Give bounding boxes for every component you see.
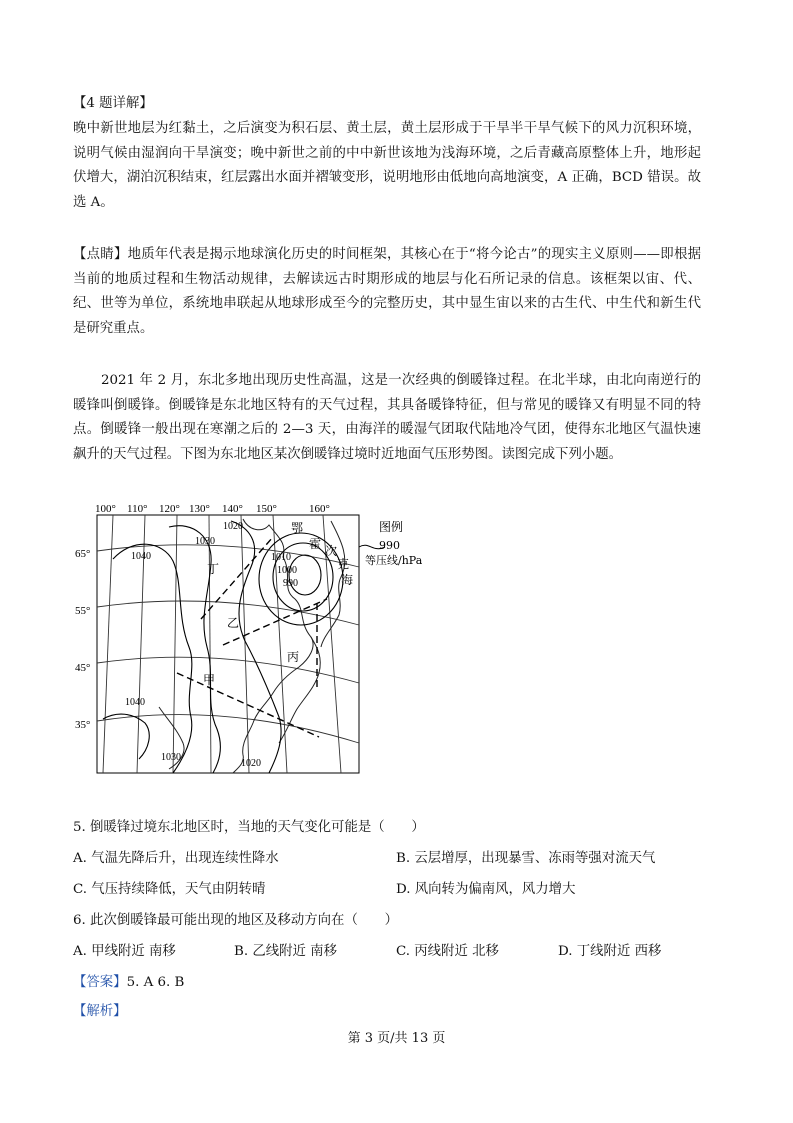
q5-option-b[interactable]: B. 云层增厚，出现暴雪、冻雨等强对流天气: [396, 851, 656, 866]
meridian: [173, 515, 177, 773]
sea-label-char: 克: [337, 557, 350, 571]
passage-text: 2021 年 2 月，东北多地出现历史性高温，这是一次经典的倒暖锋过程。在北半球，由北向南逆行的暖锋叫倒暖锋。倒暖锋是东北地区特有的天气过程，其具备暖锋特征，但与常见的暖锋又有明显不同的特点。倒暖锋一般出现在寒潮之后的 2—3 天，由海洋的暖湿气团取代陆地冷气团，使得东北地区气温快速飙升的天气过程。下图为东北地区某次倒暖锋过境时近地面气压形势图。读图完成下列小题。: [73, 373, 701, 462]
q6-option-c[interactable]: C. 丙线附近 北移: [396, 944, 499, 959]
isobar-label: 1020: [241, 758, 261, 769]
meridian: [103, 515, 113, 773]
lon-label: 100°: [95, 503, 116, 515]
section-heading: [73, 92, 701, 117]
q5-options-row2: [73, 878, 701, 902]
analysis-label: 【解析】: [73, 1004, 127, 1019]
line-ding: [201, 537, 273, 619]
pressure-map-figure: [73, 497, 443, 782]
q6-option-b[interactable]: B. 乙线附近 南移: [234, 944, 337, 959]
legend-value: 990: [379, 539, 400, 552]
sea-label-char: 霍: [309, 537, 322, 551]
isobar-label: 1020: [223, 521, 243, 532]
dianjing-paragraph: [73, 243, 701, 341]
isobar-label: 990: [283, 578, 298, 589]
answer-value: 5. A 6. B: [126, 975, 185, 990]
lon-label: 150°: [256, 503, 277, 515]
q5-option-a[interactable]: A. 气温先降后升，出现连续性降水: [73, 851, 279, 866]
q5-option-c[interactable]: C. 气压持续降低，天气由阴转晴: [73, 882, 266, 897]
lat-label: 45°: [75, 662, 91, 674]
legend-title: 图例: [379, 520, 404, 534]
isobar-label: 1000: [277, 565, 297, 576]
isobar-label: 1030: [195, 536, 215, 547]
legend-desc: 等压线/hPa: [365, 554, 423, 567]
isobar-1040-south: [103, 714, 149, 759]
q6-options-row: [73, 940, 701, 964]
dianjing-label: 【点睛】: [73, 247, 128, 262]
isobar-1040-north: [113, 544, 192, 773]
answer-label: 【答案】: [73, 975, 127, 990]
q6-stem: 6. 此次倒暖锋最可能出现的地区及移动方向在（ ）: [73, 913, 399, 928]
answer-row: [73, 971, 701, 995]
lat-label: 55°: [75, 605, 91, 617]
page-footer: 第 3 页/共 13 页: [347, 1031, 446, 1046]
lat-label: 65°: [75, 548, 91, 560]
lon-label: 130°: [189, 503, 210, 515]
q5-options-row1: [73, 847, 701, 871]
lon-label: 110°: [127, 503, 148, 515]
parallel-35: [97, 715, 359, 743]
line-label-yi: 乙: [227, 616, 240, 630]
line-label-bing: 丙: [287, 650, 300, 664]
q6-option-d[interactable]: D. 丁线附近 西移: [558, 944, 662, 959]
isobar-label: 1010: [271, 552, 291, 563]
lon-label: 120°: [159, 503, 180, 515]
dianjing-body: 地质年代表是揭示地球演化历史的时间框架，其核心在于“将今论古”的现实主义原则——即根据当前的地质过程和生物活动规律，去解读远古时期形成的地层与化石所记录的信息。该框架以宙、代、纪、世等为单位，系统地串联起从地球形成至今的完整历史，其中显生宙以来的古生代、中生代和新生代是研究重点。: [73, 247, 701, 336]
q6-option-a[interactable]: A. 甲线附近 南移: [73, 944, 176, 959]
line-label-ding: 丁: [207, 562, 220, 576]
isobar-label: 1040: [125, 697, 145, 708]
q5-stem: 5. 倒暖锋过境东北地区时，当地的天气变化可能是（ ）: [73, 820, 425, 835]
section4-body: 晚中新世地层为红黏土，之后演变为积石层、黄土层，黄土层形成于干旱半干旱气候下的风力沉积环境，说明气候由湿润向干旱演变；晚中新世之前的中中新世该地为浅海环境，之后青藏高原整体上升，地形起伏增大，湖泊沉积结束，红层露出水面并褶皱变形，说明地形由低地向高地演变，A 正确，BCD 错误。故选 A。: [73, 121, 701, 210]
isobar-label: 1040: [131, 551, 151, 562]
sea-label-char: 海: [341, 573, 354, 587]
lon-label: 160°: [309, 503, 330, 515]
line-label-jia: 甲: [203, 673, 216, 687]
section4-heading: 【4 题详解】: [73, 96, 153, 111]
lat-label: 35°: [75, 719, 91, 731]
q5-option-d[interactable]: D. 风向转为偏南风，风力增大: [396, 882, 576, 897]
sea-label-char: 次: [325, 544, 338, 558]
isobar-label: 1030: [161, 752, 181, 763]
sea-label-char: 鄂: [291, 521, 304, 535]
lon-label: 140°: [222, 503, 243, 515]
